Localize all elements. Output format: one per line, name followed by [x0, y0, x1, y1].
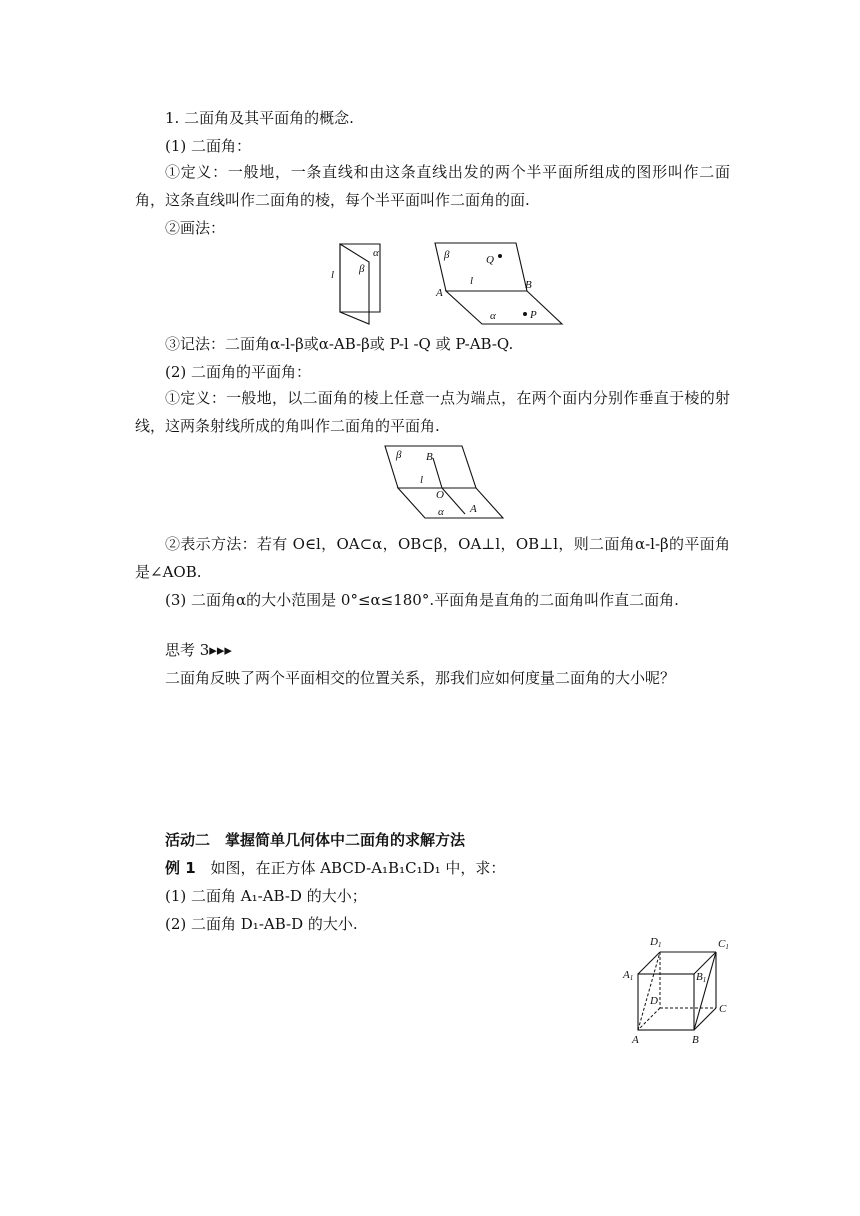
cube-label-c: C	[719, 1003, 727, 1015]
fig2-label-l: l	[420, 474, 424, 486]
question-2: (2) 二面角 D₁-AB-D 的大小.	[165, 915, 358, 933]
fig2-label-b: B	[426, 451, 433, 463]
think-label: 思考 3▸▸▸	[165, 641, 232, 659]
fig1b-label-p: P	[530, 309, 537, 321]
plane-angle-definition: ①定义：一般地，以二面角的棱上任意一点为端点，在两个面内分别作垂直于棱的射线，这两条射线所成的角叫作二面角的平面角.	[135, 389, 730, 435]
fig1-label-beta: β	[359, 263, 365, 275]
subsection-heading-dihedral: (1) 二面角：	[165, 137, 252, 155]
subsection-heading-plane-angle: (2) 二面角的平面角：	[165, 363, 312, 381]
fig1b-label-alpha: α	[490, 310, 496, 322]
drawing-method-label: ②画法：	[165, 219, 226, 237]
fig2-label-o: O	[436, 489, 444, 501]
fig2-label-alpha: α	[438, 506, 444, 518]
fig2-label-beta: β	[396, 449, 402, 461]
cube-label-a1: A1	[623, 969, 634, 982]
notation-line: ③记法：二面角α-l-β或α-AB-β或 P-l -Q 或 P-AB-Q.	[165, 335, 514, 353]
fig1b-label-q: Q	[486, 254, 494, 266]
dihedral-book-figure	[325, 236, 395, 328]
question-1: (1) 二面角 A₁-AB-D 的大小；	[165, 887, 367, 905]
cube-label-c1: C1	[718, 938, 729, 951]
example-label: 例 1	[165, 859, 196, 877]
fig1b-label-b: B	[525, 279, 532, 291]
fig1b-label-a: A	[436, 287, 443, 299]
plane-angle-figure	[380, 440, 510, 522]
activity-heading: 活动二 掌握简单几何体中二面角的求解方法	[165, 831, 466, 849]
think-question: 二面角反映了两个平面相交的位置关系，那我们应如何度量二面角的大小呢？	[165, 669, 676, 687]
example-text: 如图，在正方体 ABCD-A₁B₁C₁D₁ 中，求：	[210, 859, 506, 877]
fig2-label-a: A	[470, 503, 477, 515]
point-p-dot	[523, 312, 527, 316]
dihedral-definition: ①定义：一般地，一条直线和由这条直线出发的两个半平面所组成的图形叫作二面角，这条直线叫作二面角的棱，每个半平面叫作二面角的面.	[135, 163, 730, 209]
fig1-label-l: l	[331, 269, 335, 281]
cube-label-b: B	[692, 1034, 699, 1046]
fig1-label-alpha: α	[373, 247, 379, 259]
cube-figure	[620, 928, 740, 1048]
cube-label-a: A	[632, 1034, 639, 1046]
fig1b-label-l: l	[470, 275, 474, 287]
representation-method: ②表示方法：若有 O∈l，OA⊂α，OB⊂β，OA⊥l，OB⊥l，则二面角α-l-β的平面角是∠AOB.	[135, 535, 730, 581]
point-q-dot	[498, 254, 502, 258]
dihedral-open-figure	[430, 236, 570, 328]
dihedral-range: (3) 二面角α的大小范围是 0°≤α≤180°.平面角是直角的二面角叫作直二面角.	[165, 591, 679, 609]
cube-label-d1: D1	[650, 936, 662, 949]
section-title: 1. 二面角及其平面角的概念.	[165, 109, 354, 127]
cube-label-b1: B1	[696, 971, 707, 984]
fig1b-label-beta: β	[444, 249, 450, 261]
cube-label-d: D	[650, 995, 658, 1007]
